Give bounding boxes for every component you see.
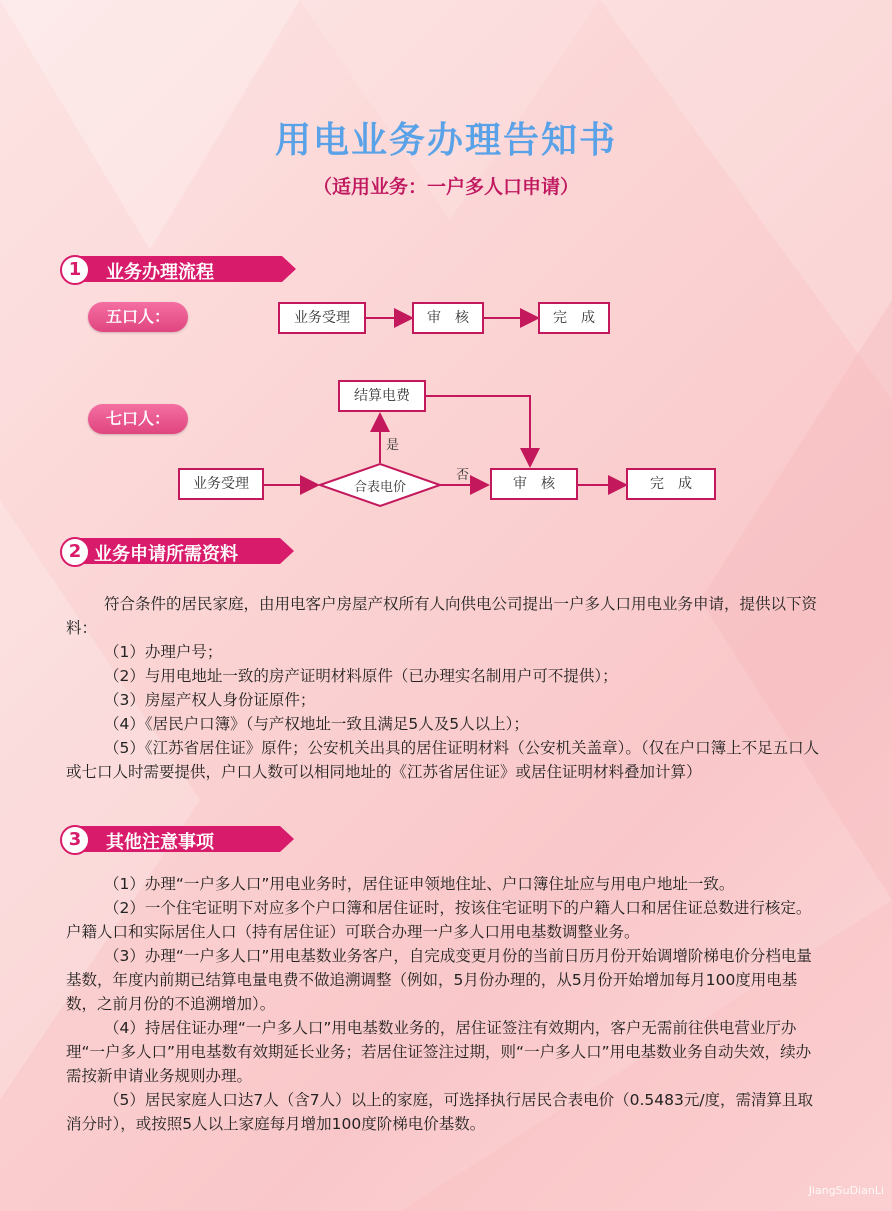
section-header-materials (58, 536, 298, 566)
note-item: （2）一个住宅证明下对应多个户口簿和居住证时，按该住宅证明下的户籍人口和居住证总数进行核定。户籍人口和实际居住人口（持有居住证）可联合办理一户多人口用电基数调整业务。 (66, 899, 812, 941)
yes-label: 是 (386, 438, 400, 453)
notes-block (66, 872, 826, 1136)
materials-item: （2）与用电地址一致的房产证明材料原件（已办理实名制用户可不提供）； (104, 667, 618, 685)
materials-block (66, 592, 826, 784)
note-item: （5）居民家庭人口达7人（含7人）以上的家庭，可选择执行居民合表电价（0.5483元/度，需清算且取消分时），或按照5人以上家庭每月增加100度阶梯电价基数。 (66, 1091, 814, 1133)
materials-intro: 符合条件的居民家庭，由用电客户房屋产权所有人向供电公司提出一户多人口用电业务申请，提供以下资料： (66, 595, 818, 637)
section-title: 其他注意事项 (106, 832, 214, 853)
seven-person-label: 七口人： (88, 404, 188, 434)
note-item: （3）办理“一户多人口”用电基数业务客户，自完成变更月份的当前日历月份开始调增阶梯电价分档电量基数，年度内前期已结算电量电费不做追溯调整（例如，5月份办理的，从5月份开始增加每月100度用电基数，之前月份的不追溯增加）。 (66, 947, 812, 1013)
materials-item: （3）房屋产权人身份证原件； (104, 691, 316, 709)
section-number: 1 (60, 255, 90, 285)
decision-label: 合表电价 (353, 480, 406, 495)
flow-step-accept: 业务受理 (278, 302, 366, 334)
section-header-notes (58, 824, 298, 854)
materials-item: （4）《居民户口簿》（与产权地址一致且满足5人及5人以上）； (104, 715, 529, 733)
note-item: （4）持居住证办理“一户多人口”用电基数业务的，居住证签注有效期内，客户无需前往供电营业厅办理“一户多人口”用电基数有效期延长业务；若居住证签注过期，则“一户多人口”用电基数业务自动失效，续办需按新申请业务规则办理。 (66, 1019, 812, 1085)
page-title: 用电业务办理告知书 (274, 120, 617, 161)
section-number: 3 (60, 825, 90, 855)
materials-item: （1）办理户号； (104, 643, 223, 661)
no-label: 否 (456, 468, 470, 483)
section-number: 2 (60, 537, 90, 567)
materials-item: （5）《江苏省居住证》原件；公安机关出具的居住证明材料（公安机关盖章）。（仅在户口簿上不足五口人或七口人时需要提供，户口人数可以相同地址的《江苏省居住证》或居住证明材料叠加计算） (66, 739, 820, 781)
page-subtitle: （适用业务：一户多人口申请） (312, 176, 579, 198)
flow-step-done-7: 完 成 (626, 468, 716, 500)
section-title: 业务申请所需资料 (94, 544, 238, 565)
flow-step-review: 审 核 (412, 302, 484, 334)
flow-step-settle: 结算电费 (338, 380, 426, 412)
flow-step-done: 完 成 (538, 302, 610, 334)
watermark: JiangSuDianLi (808, 1184, 884, 1197)
section-title: 业务办理流程 (106, 262, 214, 283)
flow-step-review-7: 审 核 (490, 468, 578, 500)
flow-arrows (0, 0, 892, 520)
five-person-label: 五口人： (88, 302, 188, 332)
flow-step-accept-7: 业务受理 (178, 468, 264, 500)
note-item: （1）办理“一户多人口”用电业务时，居住证申领地住址、户口簿住址应与用电户地址一致。 (104, 875, 735, 893)
